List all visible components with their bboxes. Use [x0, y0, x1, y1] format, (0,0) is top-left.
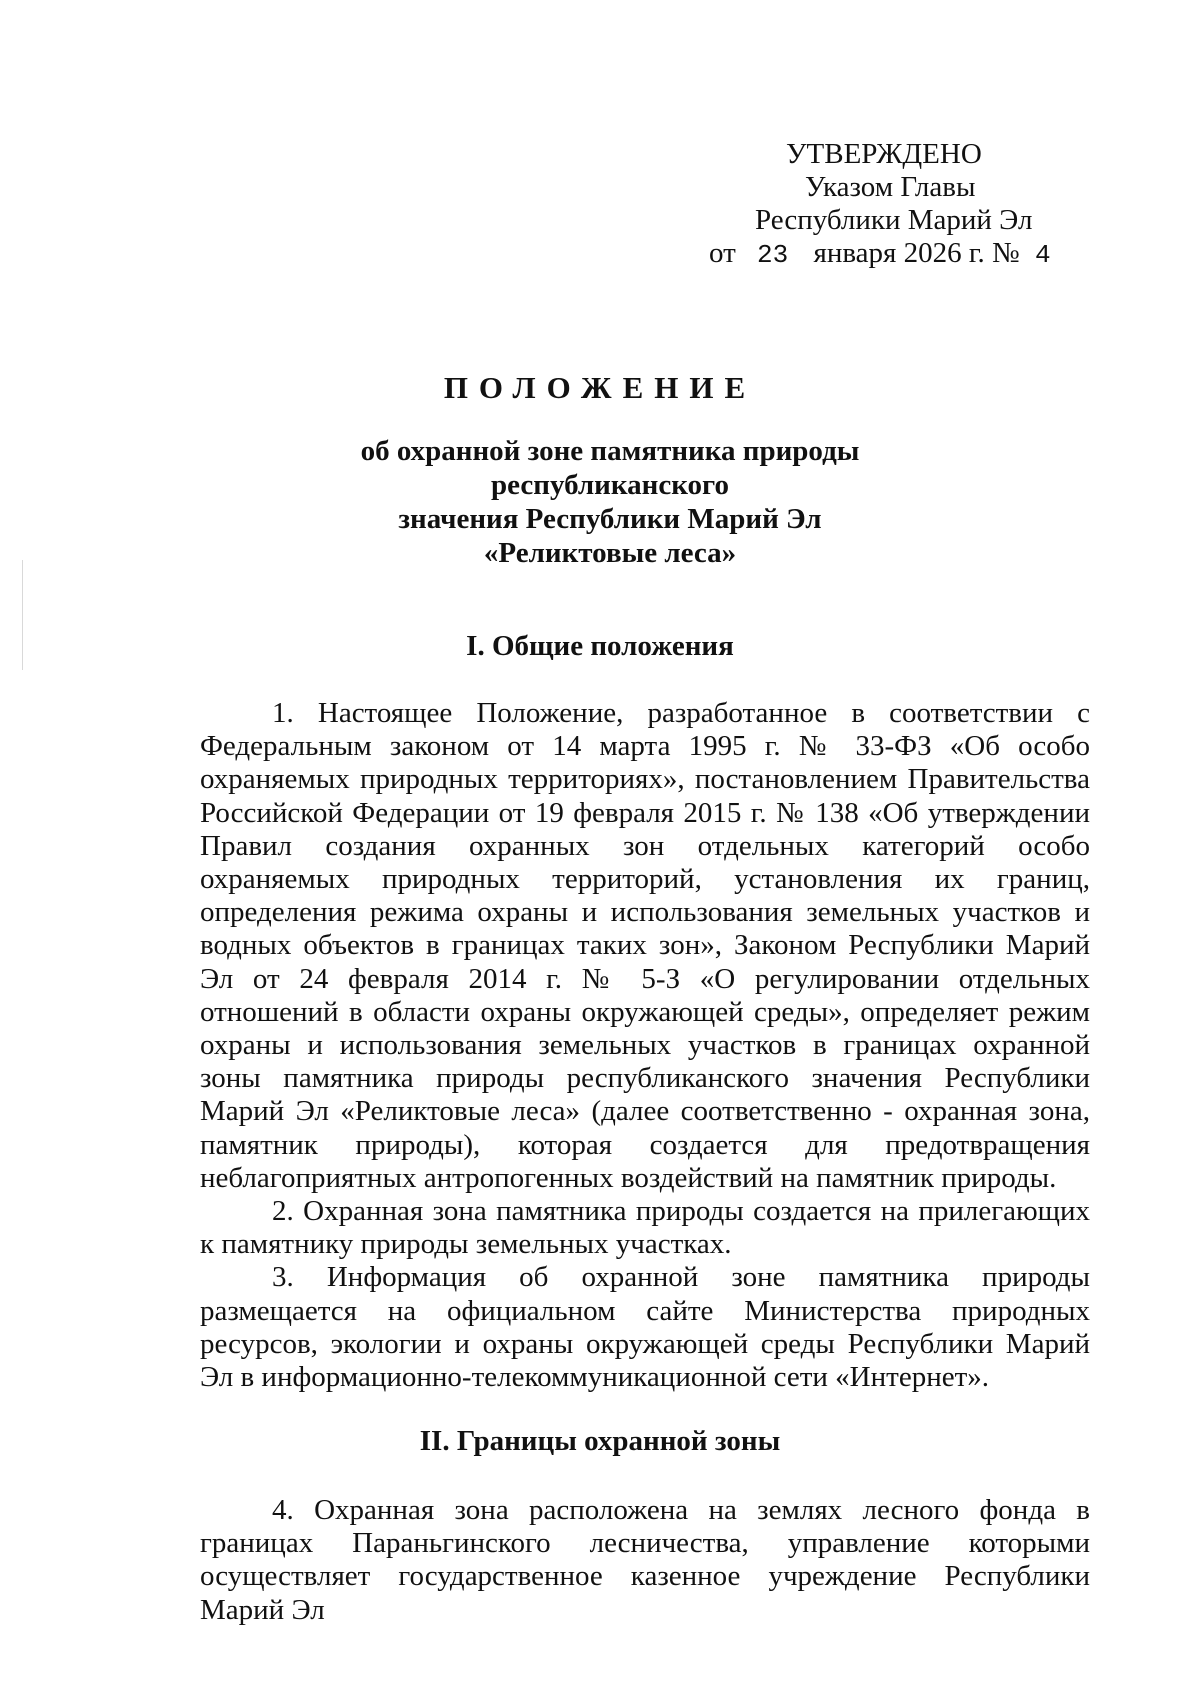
- approval-stamp: [640, 138, 1051, 270]
- section-1-body: [200, 697, 1090, 1394]
- approval-line-approved: УТВЕРЖДЕНО: [786, 138, 982, 170]
- section-2-body: [200, 1494, 1090, 1627]
- subtitle-line-3: «Реликтовые леса»: [483, 537, 737, 569]
- date-number: 4: [1034, 240, 1051, 270]
- subtitle-line-1: об охранной зоне памятника природы республиканского: [360, 435, 860, 501]
- subtitle-line-2: значения Республики Марий Эл: [398, 503, 822, 535]
- date-day: 23: [757, 240, 789, 270]
- scan-artifact: [22, 560, 23, 670]
- paragraph-1: 1. Настоящее Положение, разработанное в соответствии с Федеральным законом от 14 марта 1995 г. № 33-ФЗ «Об особо охраняемых природных территориях», постановлением Правительства Российской Федерации от 19 февраля 2015 г. № 138 «Об утверждении Правил создания охранных зон отдельных категорий особо охраняемых природных территорий, установления их границ, определения режима охраны и использования земельных участков и водных объектов в границах таких зон», Законом Республики Марий Эл от 24 февраля 2014 г. № 5-З «О регулировании отдельных отношений в области охраны окружающей среды», определяет режим охраны и использования земельных участков в границах охранной зоны памятника природы республиканского значения Республики Марий Эл «Реликтовые леса» (далее соответственно - охранная зона, памятник природы), которая создается для предотвращения неблагоприятных антропогенных воздействий на памятник природы.: [200, 697, 1090, 1194]
- approval-line-date: [709, 237, 1109, 270]
- date-month-year: января 2026 г. №: [813, 237, 1020, 269]
- date-prefix: от: [709, 237, 736, 269]
- document-subtitle: [250, 434, 970, 570]
- section-2-heading: II. Границы охранной зоны: [419, 1425, 781, 1457]
- paragraph-4: 4. Охранная зона расположена на землях лесного фонда в границах Параньгинского лесничества, управление которыми осуществляет государственное казенное учреждение Республики Марий Эл: [200, 1494, 1090, 1626]
- paragraph-3: 3. Информация об охранной зоне памятника природы размещается на официальном сайте Министерства природных ресурсов, экологии и охраны окружающей среды Республики Марий Эл в информационно-телекоммуникационной сети «Интернет».: [200, 1261, 1090, 1394]
- paragraph-2: 2. Охранная зона памятника природы создается на прилегающих к памятнику природы земельных участках.: [200, 1195, 1090, 1261]
- approval-line-decree: Указом Главы: [805, 171, 976, 203]
- approval-line-republic: Республики Марий Эл: [755, 204, 1033, 236]
- document-title: ПОЛОЖЕНИЕ: [443, 370, 757, 405]
- section-1-heading: I. Общие положения: [466, 630, 734, 662]
